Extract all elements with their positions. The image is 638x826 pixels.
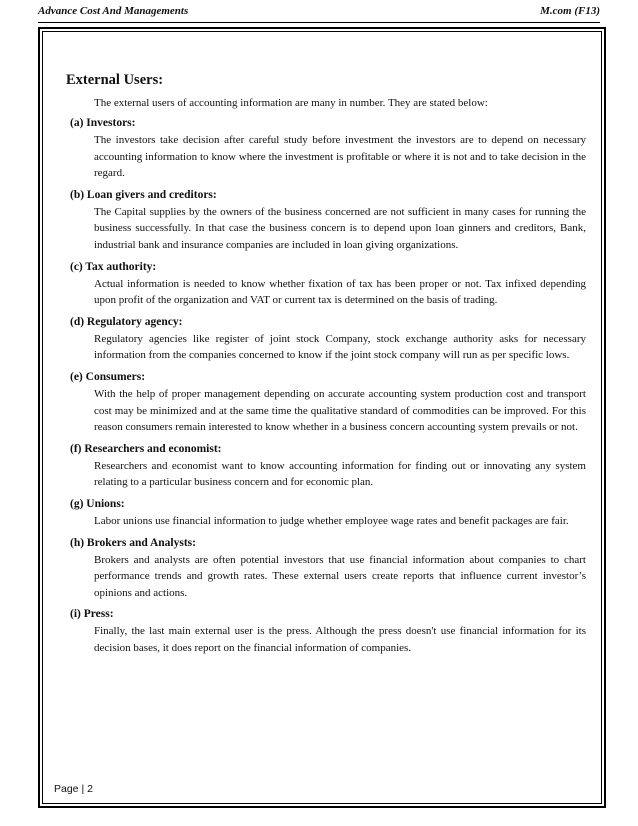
header-course-title: Advance Cost And Managements: [38, 5, 189, 17]
item-heading: (b) Loan givers and creditors:: [70, 188, 217, 201]
page-header: [38, 4, 600, 23]
item-heading: (i) Press:: [70, 608, 114, 621]
section-intro: The external users of accounting information are many in number. They are stated below:: [94, 97, 488, 109]
list-item: [66, 314, 586, 364]
item-heading: (e) Consumers:: [70, 370, 146, 383]
list-item: [66, 535, 586, 602]
item-text: With the help of proper management depending on accurate accounting system production cost and transport cost may be minimized and at the same time the qualitative standard of commodities can be improved. For this reason consumers remain interested to know whether in a business concern accounting system prevails or not.: [94, 387, 586, 434]
document-body: [66, 72, 586, 661]
item-heading: (c) Tax authority:: [70, 260, 157, 273]
list-item: [66, 259, 586, 309]
list-item: [66, 187, 586, 254]
item-heading: (g) Unions:: [70, 497, 125, 510]
item-text: Brokers and analysts are often potential investors that use financial information about companies to chart performance trends and growth rates. These external users create reports that influence current investor’s opinions and actions.: [94, 553, 586, 599]
item-text: The Capital supplies by the owners of the business concerned are not sufficient in many cases for running the business successfully. In that case the business concern is to depend upon loan ginners and creditors, Bank, industrial bank and insurance companies are included in loan giving organizations.: [94, 205, 586, 251]
item-text: Finally, the last main external user is the press. Although the press doesn't use financial information for its decision bases, it does report on the financial information of companies.: [94, 625, 586, 654]
section-title: External Users:: [66, 72, 164, 88]
item-text: Researchers and economist want to know accounting information for finding out or innovating any system relating to a particular business concern and for economic plan.: [94, 459, 586, 489]
item-text: Regulatory agencies like register of joint stock Company, stock exchange authority asks for necessary information from the companies concerned to know if the joint stock company will run as per specific lows.: [94, 332, 586, 362]
list-item: [66, 369, 586, 436]
page-number: Page | 2: [54, 783, 93, 795]
list-item: [66, 441, 586, 491]
item-heading: (h) Brokers and Analysts:: [70, 536, 196, 549]
item-text: Actual information is needed to know whether fixation of tax has been proper or not. Tax infixed depending upon profit of the organization and VAT or current tax is determined on the basis of trading.: [94, 277, 586, 307]
list-item: [66, 606, 586, 656]
item-heading: (f) Researchers and economist:: [70, 442, 222, 455]
list-item: [66, 496, 586, 530]
item-text: Labor unions use financial information to judge whether employee wage rates and benefit packages are fair.: [94, 514, 569, 527]
item-text: The investors take decision after careful study before investment the investors are to depend on necessary accounting information to know where the investment is profitable or where it is not and to take decision in the regard.: [94, 134, 586, 180]
item-heading: (d) Regulatory agency:: [70, 315, 183, 328]
list-item: [66, 115, 586, 182]
header-course-code: M.com (F13): [540, 5, 600, 17]
item-heading: (a) Investors:: [70, 117, 136, 129]
